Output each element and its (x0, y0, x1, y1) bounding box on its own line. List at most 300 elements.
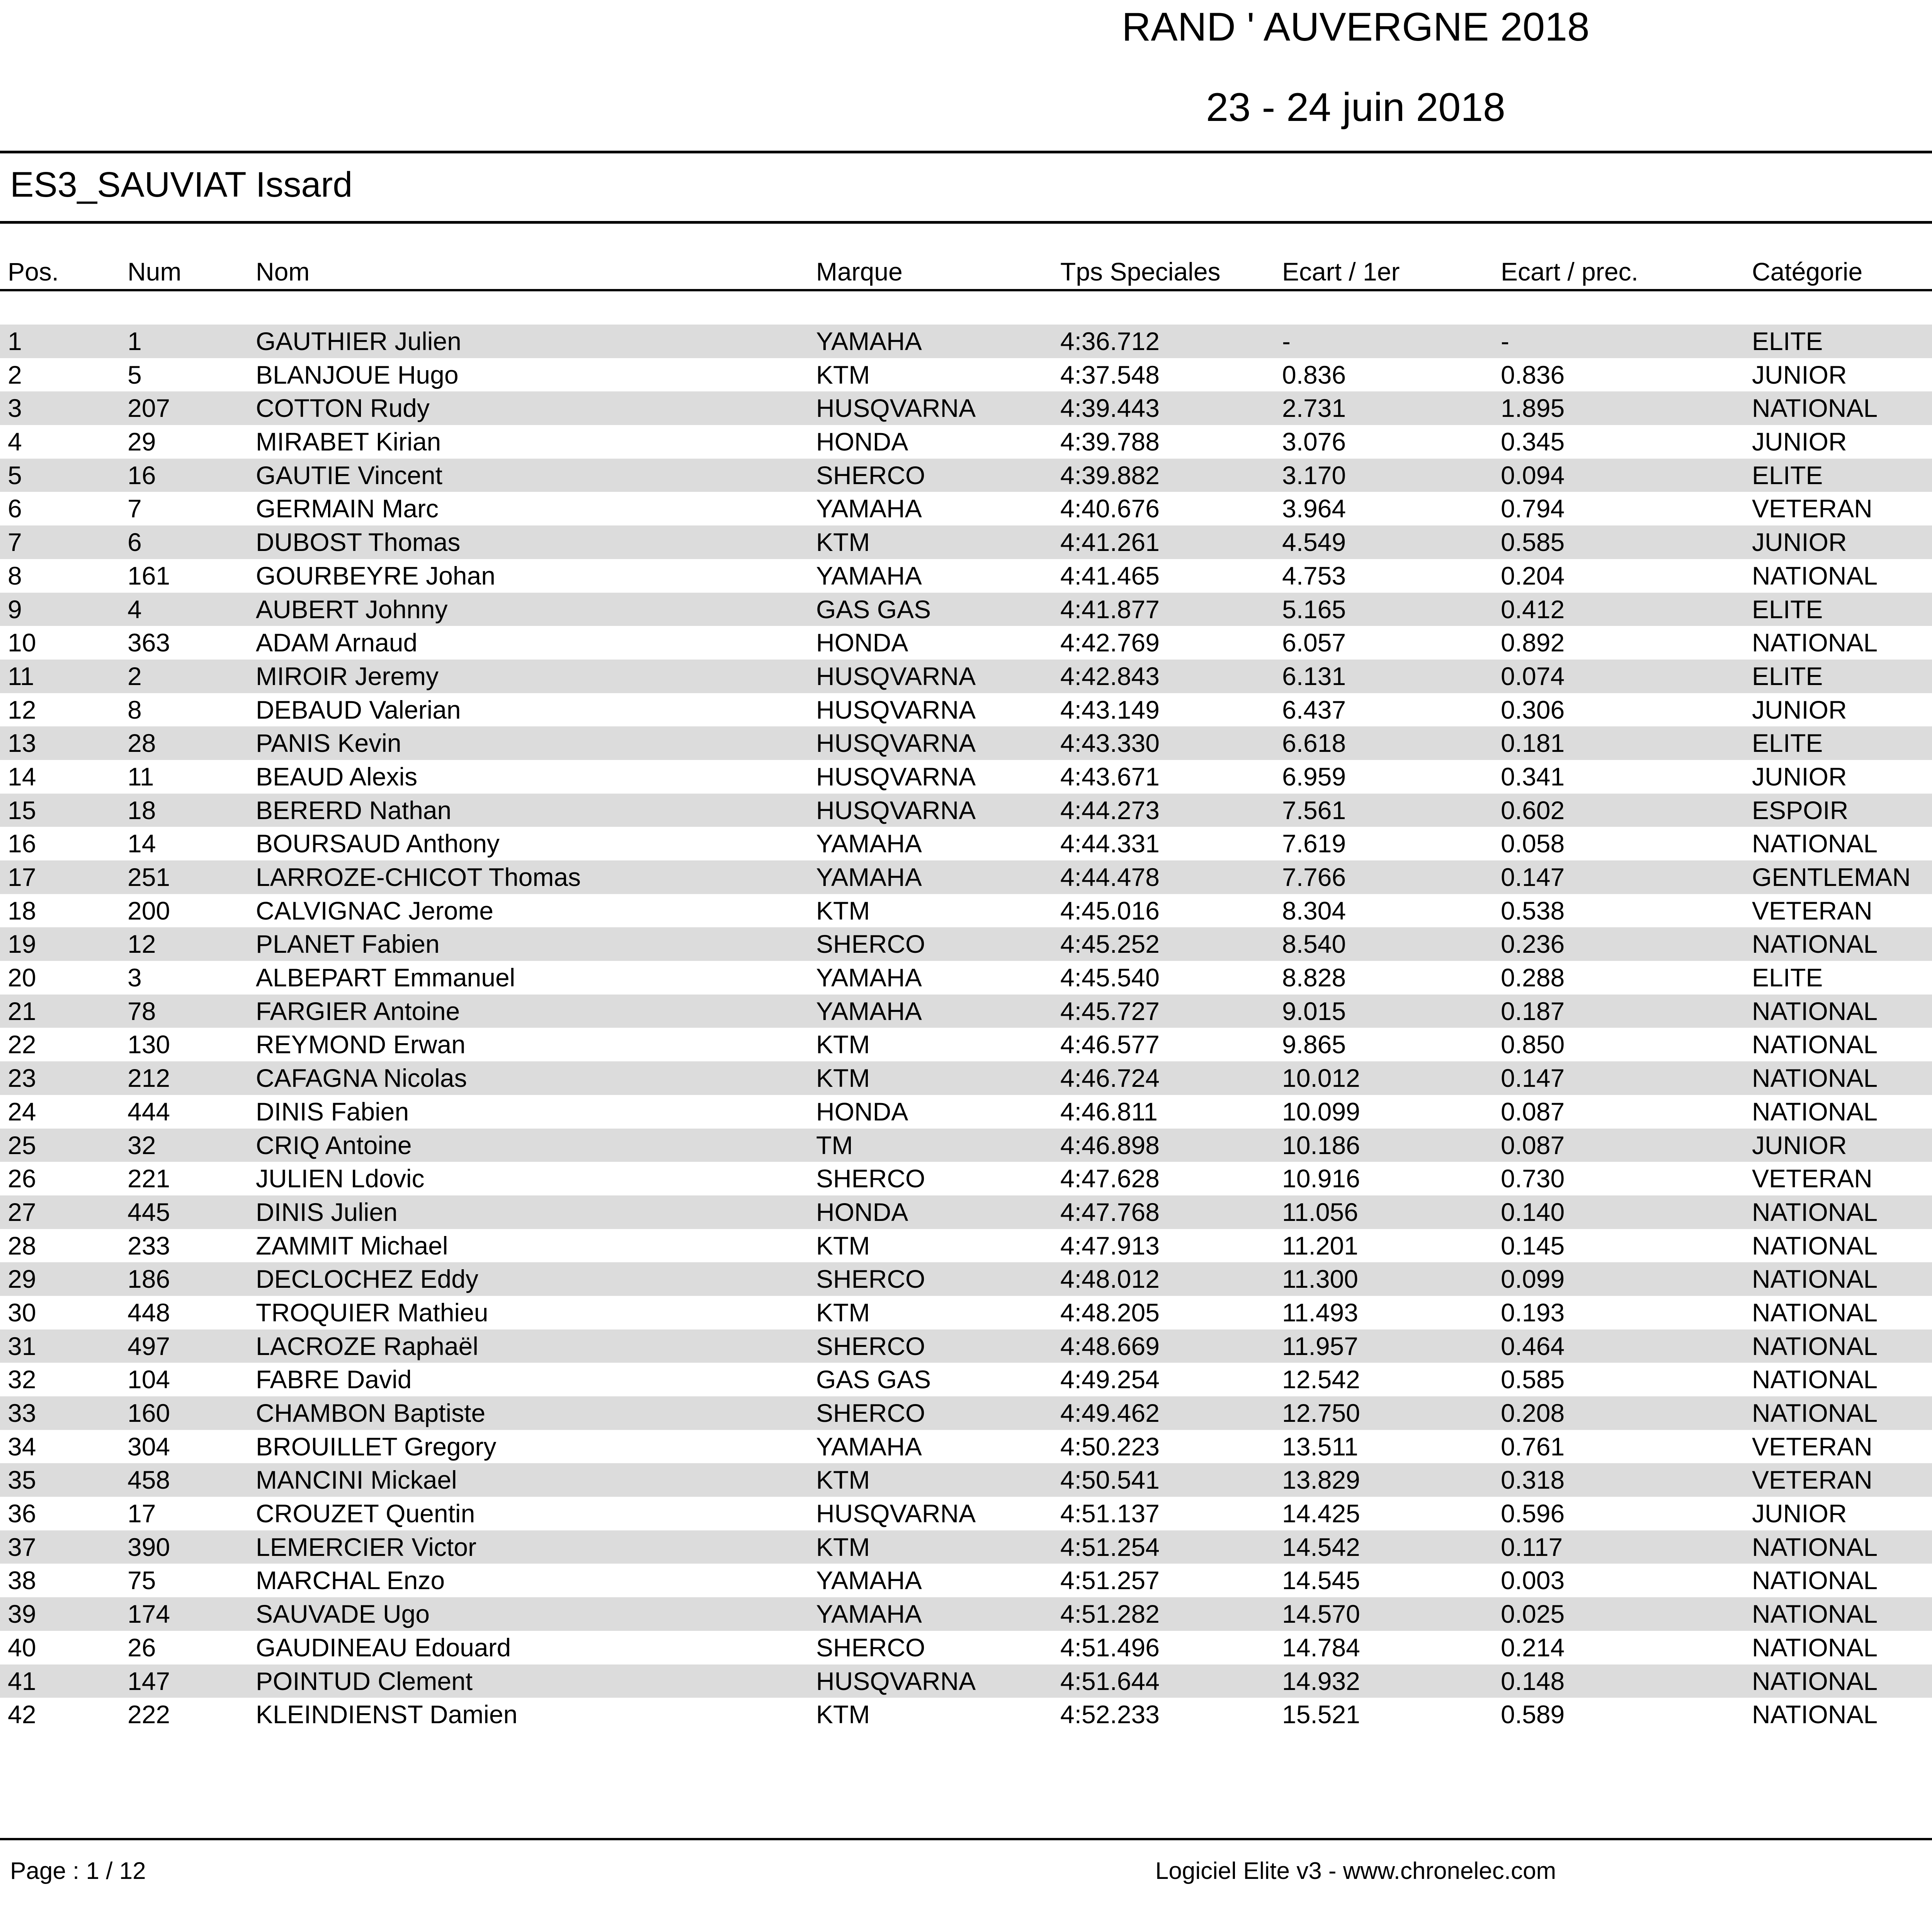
cell-num: 458 (128, 1465, 170, 1494)
table-row (0, 1061, 1932, 1095)
cell-marque: HUSQVARNA (816, 762, 976, 791)
table-row (0, 1195, 1932, 1229)
software-credit: Logiciel Elite v3 - www.chronelec.com (1155, 1858, 1556, 1884)
cell-ecart-prec: - (1501, 327, 1509, 355)
table-row (0, 492, 1932, 525)
divider (0, 289, 1932, 291)
cell-marque: HUSQVARNA (816, 1499, 976, 1528)
cell-marque: YAMAHA (816, 327, 922, 355)
cell-ecart-1er: 11.493 (1282, 1298, 1358, 1327)
cell-categorie: VETERAN (1752, 896, 1872, 925)
cell-nom: MANCINI Mickael (256, 1465, 457, 1494)
cell-tps-speciales: 4:50.541 (1060, 1465, 1160, 1494)
divider (0, 1838, 1932, 1840)
cell-nom: REYMOND Erwan (256, 1030, 466, 1059)
cell-num: 4 (128, 595, 142, 624)
cell-ecart-1er: 3.076 (1282, 427, 1346, 456)
cell-ecart-prec: 0.288 (1501, 963, 1565, 992)
cell-num: 174 (128, 1600, 170, 1629)
cell-marque: GAS GAS (816, 1365, 931, 1394)
cell-ecart-prec: 0.147 (1501, 1064, 1565, 1093)
cell-ecart-1er: 8.304 (1282, 896, 1346, 925)
cell-ecart-1er: 11.957 (1282, 1331, 1358, 1360)
cell-ecart-prec: 0.761 (1501, 1432, 1565, 1461)
cell-categorie: ELITE (1752, 661, 1823, 690)
table-row (0, 1363, 1932, 1396)
cell-nom: CRIQ Antoine (256, 1131, 412, 1159)
table-row (0, 1129, 1932, 1162)
cell-tps-speciales: 4:48.205 (1060, 1298, 1160, 1327)
cell-num: 222 (128, 1700, 170, 1729)
cell-tps-speciales: 4:51.282 (1060, 1600, 1160, 1629)
cell-nom: CALVIGNAC Jerome (256, 896, 493, 925)
cell-nom: PANIS Kevin (256, 729, 401, 758)
cell-ecart-prec: 0.147 (1501, 863, 1565, 891)
cell-num: 32 (128, 1131, 156, 1159)
cell-ecart-1er: 4.549 (1282, 528, 1346, 557)
cell-tps-speciales: 4:48.012 (1060, 1265, 1160, 1294)
cell-marque: KTM (816, 1700, 870, 1729)
cell-ecart-1er: 7.619 (1282, 829, 1346, 858)
cell-ecart-prec: 0.892 (1501, 628, 1565, 657)
cell-marque: HUSQVARNA (816, 661, 976, 690)
cell-nom: ZAMMIT Michael (256, 1231, 448, 1260)
cell-pos: 13 (8, 729, 36, 758)
cell-ecart-prec: 0.204 (1501, 561, 1565, 590)
cell-num: 233 (128, 1231, 170, 1260)
cell-tps-speciales: 4:41.261 (1060, 528, 1160, 557)
cell-pos: 18 (8, 896, 36, 925)
cell-num: 104 (128, 1365, 170, 1394)
cell-pos: 17 (8, 863, 36, 891)
table-row (0, 593, 1932, 626)
cell-ecart-1er: 0.836 (1282, 360, 1346, 389)
cell-tps-speciales: 4:42.843 (1060, 661, 1160, 690)
cell-tps-speciales: 4:39.882 (1060, 461, 1160, 490)
cell-categorie: NATIONAL (1752, 1399, 1878, 1427)
cell-pos: 5 (8, 461, 22, 490)
cell-ecart-prec: 0.094 (1501, 461, 1565, 490)
event-dates: 23 - 24 juin 2018 (1206, 85, 1505, 130)
cell-ecart-prec: 0.596 (1501, 1499, 1565, 1528)
cell-tps-speciales: 4:46.724 (1060, 1064, 1160, 1093)
cell-num: 448 (128, 1298, 170, 1327)
cell-ecart-prec: 0.589 (1501, 1700, 1565, 1729)
cell-categorie: ELITE (1752, 963, 1823, 992)
cell-ecart-prec: 0.003 (1501, 1566, 1565, 1595)
cell-marque: YAMAHA (816, 829, 922, 858)
cell-num: 390 (128, 1532, 170, 1561)
cell-categorie: ELITE (1752, 595, 1823, 624)
cell-tps-speciales: 4:39.788 (1060, 427, 1160, 456)
cell-ecart-prec: 0.464 (1501, 1331, 1565, 1360)
cell-tps-speciales: 4:45.727 (1060, 996, 1160, 1025)
cell-categorie: JUNIOR (1752, 695, 1847, 724)
cell-categorie: NATIONAL (1752, 1365, 1878, 1394)
cell-nom: GOURBEYRE Johan (256, 561, 495, 590)
cell-nom: DUBOST Thomas (256, 528, 461, 557)
cell-nom: COTTON Rudy (256, 394, 430, 423)
cell-pos: 6 (8, 494, 22, 523)
table-row (0, 660, 1932, 693)
cell-ecart-1er: 10.099 (1282, 1097, 1360, 1126)
table-row (0, 894, 1932, 928)
cell-num: 363 (128, 628, 170, 657)
table-row (0, 827, 1932, 860)
cell-ecart-1er: 15.521 (1282, 1700, 1360, 1729)
cell-categorie: NATIONAL (1752, 829, 1878, 858)
cell-categorie: NATIONAL (1752, 1600, 1878, 1629)
table-row (0, 1530, 1932, 1564)
cell-ecart-prec: 0.117 (1501, 1532, 1563, 1561)
cell-pos: 29 (8, 1265, 36, 1294)
cell-marque: KTM (816, 1465, 870, 1494)
cell-ecart-prec: 0.025 (1501, 1600, 1565, 1629)
cell-marque: KTM (816, 1298, 870, 1327)
cell-ecart-prec: 0.193 (1501, 1298, 1565, 1327)
table-row (0, 1028, 1932, 1061)
column-header-num: Num (128, 257, 182, 286)
cell-ecart-prec: 0.585 (1501, 528, 1565, 557)
cell-ecart-prec: 0.794 (1501, 494, 1565, 523)
cell-nom: LARROZE-CHICOT Thomas (256, 863, 581, 891)
cell-marque: YAMAHA (816, 494, 922, 523)
cell-num: 200 (128, 896, 170, 925)
cell-categorie: JUNIOR (1752, 1499, 1847, 1528)
cell-pos: 35 (8, 1465, 36, 1494)
cell-nom: LEMERCIER Victor (256, 1532, 476, 1561)
cell-ecart-prec: 0.730 (1501, 1164, 1565, 1193)
cell-ecart-1er: 8.540 (1282, 930, 1346, 959)
cell-marque: SHERCO (816, 461, 925, 490)
cell-tps-speciales: 4:47.628 (1060, 1164, 1160, 1193)
cell-pos: 4 (8, 427, 22, 456)
cell-pos: 33 (8, 1399, 36, 1427)
cell-ecart-1er: 14.545 (1282, 1566, 1360, 1595)
column-header-ecart-1er: Ecart / 1er (1282, 257, 1400, 286)
cell-categorie: VETERAN (1752, 1432, 1872, 1461)
cell-tps-speciales: 4:39.443 (1060, 394, 1160, 423)
cell-categorie: NATIONAL (1752, 1231, 1878, 1260)
cell-ecart-1er: 11.056 (1282, 1197, 1358, 1226)
cell-categorie: NATIONAL (1752, 1298, 1878, 1327)
cell-pos: 16 (8, 829, 36, 858)
cell-marque: TM (816, 1131, 853, 1159)
cell-nom: DINIS Julien (256, 1197, 398, 1226)
cell-pos: 23 (8, 1064, 36, 1093)
cell-tps-speciales: 4:45.016 (1060, 896, 1160, 925)
cell-tps-speciales: 4:41.877 (1060, 595, 1160, 624)
cell-marque: HONDA (816, 1097, 908, 1126)
cell-marque: HONDA (816, 628, 908, 657)
table-row (0, 626, 1932, 660)
cell-pos: 38 (8, 1566, 36, 1595)
table-row (0, 726, 1932, 760)
cell-marque: YAMAHA (816, 1566, 922, 1595)
stage-name: ES3_SAUVIAT Issard (10, 165, 353, 204)
cell-tps-speciales: 4:44.273 (1060, 796, 1160, 825)
cell-categorie: NATIONAL (1752, 561, 1878, 590)
cell-marque: YAMAHA (816, 1432, 922, 1461)
table-row (0, 1664, 1932, 1698)
table-row (0, 1329, 1932, 1363)
cell-tps-speciales: 4:46.811 (1060, 1097, 1158, 1126)
cell-nom: POINTUD Clement (256, 1666, 473, 1695)
table-row (0, 760, 1932, 794)
cell-ecart-1er: 8.828 (1282, 963, 1346, 992)
cell-tps-speciales: 4:52.233 (1060, 1700, 1160, 1729)
cell-num: 251 (128, 863, 170, 891)
cell-tps-speciales: 4:45.540 (1060, 963, 1160, 992)
cell-num: 212 (128, 1064, 170, 1093)
cell-pos: 2 (8, 360, 22, 389)
cell-ecart-1er: 9.865 (1282, 1030, 1346, 1059)
cell-marque: SHERCO (816, 1331, 925, 1360)
cell-tps-speciales: 4:40.676 (1060, 494, 1160, 523)
cell-pos: 14 (8, 762, 36, 791)
cell-ecart-1er: 14.570 (1282, 1600, 1360, 1629)
cell-num: 26 (128, 1633, 156, 1662)
cell-marque: HUSQVARNA (816, 729, 976, 758)
cell-nom: FABRE David (256, 1365, 412, 1394)
cell-num: 28 (128, 729, 156, 758)
cell-categorie: VETERAN (1752, 494, 1872, 523)
cell-nom: LACROZE Raphaël (256, 1331, 478, 1360)
cell-ecart-1er: 12.750 (1282, 1399, 1360, 1427)
cell-ecart-1er: 9.015 (1282, 996, 1346, 1025)
cell-tps-speciales: 4:47.913 (1060, 1231, 1160, 1260)
cell-pos: 20 (8, 963, 36, 992)
cell-pos: 26 (8, 1164, 36, 1193)
cell-categorie: JUNIOR (1752, 762, 1847, 791)
cell-pos: 31 (8, 1331, 36, 1360)
cell-num: 186 (128, 1265, 170, 1294)
cell-nom: PLANET Fabien (256, 930, 440, 959)
cell-marque: KTM (816, 1532, 870, 1561)
cell-tps-speciales: 4:51.257 (1060, 1566, 1160, 1595)
table-row (0, 794, 1932, 827)
cell-tps-speciales: 4:41.465 (1060, 561, 1160, 590)
cell-pos: 37 (8, 1532, 36, 1561)
cell-tps-speciales: 4:49.254 (1060, 1365, 1160, 1394)
cell-marque: HONDA (816, 427, 908, 456)
column-header-pos: Pos. (8, 257, 59, 286)
cell-categorie: ELITE (1752, 327, 1823, 355)
cell-num: 5 (128, 360, 142, 389)
table-row (0, 1631, 1932, 1664)
cell-tps-speciales: 4:46.577 (1060, 1030, 1160, 1059)
cell-categorie: ELITE (1752, 729, 1823, 758)
cell-ecart-prec: 0.208 (1501, 1399, 1565, 1427)
cell-pos: 8 (8, 561, 22, 590)
cell-categorie: JUNIOR (1752, 427, 1847, 456)
cell-ecart-prec: 0.306 (1501, 695, 1565, 724)
table-row (0, 1497, 1932, 1530)
cell-num: 3 (128, 963, 142, 992)
cell-num: 6 (128, 528, 142, 557)
table-row (0, 525, 1932, 559)
cell-marque: KTM (816, 1231, 870, 1260)
cell-num: 221 (128, 1164, 170, 1193)
cell-tps-speciales: 4:37.548 (1060, 360, 1160, 389)
cell-ecart-1er: 5.165 (1282, 595, 1346, 624)
cell-categorie: NATIONAL (1752, 1097, 1878, 1126)
cell-categorie: NATIONAL (1752, 1700, 1878, 1729)
cell-ecart-prec: 0.087 (1501, 1131, 1565, 1159)
cell-nom: BERERD Nathan (256, 796, 452, 825)
cell-tps-speciales: 4:50.223 (1060, 1432, 1160, 1461)
cell-num: 8 (128, 695, 142, 724)
cell-num: 445 (128, 1197, 170, 1226)
cell-num: 2 (128, 661, 142, 690)
cell-ecart-1er: 10.916 (1282, 1164, 1360, 1193)
cell-tps-speciales: 4:51.644 (1060, 1666, 1160, 1695)
cell-num: 304 (128, 1432, 170, 1461)
table-row (0, 1597, 1932, 1631)
cell-nom: MIRABET Kirian (256, 427, 441, 456)
cell-num: 14 (128, 829, 156, 858)
cell-num: 18 (128, 796, 156, 825)
cell-pos: 21 (8, 996, 36, 1025)
cell-ecart-1er: 14.932 (1282, 1666, 1360, 1695)
table-row (0, 325, 1932, 358)
cell-num: 7 (128, 494, 142, 523)
cell-marque: SHERCO (816, 1633, 925, 1662)
cell-ecart-1er: - (1282, 327, 1291, 355)
cell-num: 130 (128, 1030, 170, 1059)
cell-ecart-1er: 3.170 (1282, 461, 1346, 490)
cell-marque: SHERCO (816, 930, 925, 959)
table-row (0, 927, 1932, 961)
cell-ecart-1er: 14.425 (1282, 1499, 1360, 1528)
cell-pos: 12 (8, 695, 36, 724)
cell-pos: 19 (8, 930, 36, 959)
cell-ecart-1er: 6.131 (1282, 661, 1346, 690)
cell-categorie: NATIONAL (1752, 1197, 1878, 1226)
cell-num: 11 (128, 762, 154, 791)
cell-ecart-prec: 0.318 (1501, 1465, 1565, 1494)
cell-categorie: NATIONAL (1752, 1265, 1878, 1294)
divider (0, 221, 1932, 224)
table-row (0, 1396, 1932, 1430)
cell-nom: DEBAUD Valerian (256, 695, 461, 724)
cell-tps-speciales: 4:48.669 (1060, 1331, 1160, 1360)
cell-num: 444 (128, 1097, 170, 1126)
table-row (0, 1296, 1932, 1329)
cell-num: 160 (128, 1399, 170, 1427)
cell-ecart-1er: 11.201 (1282, 1231, 1358, 1260)
cell-ecart-prec: 0.236 (1501, 930, 1565, 959)
cell-pos: 36 (8, 1499, 36, 1528)
cell-pos: 34 (8, 1432, 36, 1461)
column-header-marque: Marque (816, 257, 903, 286)
cell-ecart-1er: 6.437 (1282, 695, 1346, 724)
results-table-body (0, 325, 1932, 1731)
cell-pos: 9 (8, 595, 22, 624)
column-header-ecart-prec: Ecart / prec. (1501, 257, 1638, 286)
cell-ecart-1er: 14.784 (1282, 1633, 1360, 1662)
cell-pos: 28 (8, 1231, 36, 1260)
cell-nom: BROUILLET Gregory (256, 1432, 497, 1461)
table-row (0, 1162, 1932, 1195)
cell-nom: CHAMBON Baptiste (256, 1399, 486, 1427)
cell-marque: YAMAHA (816, 1600, 922, 1629)
table-row (0, 860, 1932, 894)
table-row (0, 358, 1932, 392)
cell-pos: 39 (8, 1600, 36, 1629)
cell-categorie: NATIONAL (1752, 1331, 1878, 1360)
cell-categorie: NATIONAL (1752, 394, 1878, 423)
cell-ecart-prec: 0.850 (1501, 1030, 1565, 1059)
page-number: Page : 1 / 12 (10, 1858, 146, 1884)
cell-nom: CAFAGNA Nicolas (256, 1064, 467, 1093)
cell-nom: MARCHAL Enzo (256, 1566, 445, 1595)
cell-marque: SHERCO (816, 1399, 925, 1427)
cell-categorie: ESPOIR (1752, 796, 1849, 825)
table-row (0, 1095, 1932, 1129)
cell-marque: YAMAHA (816, 863, 922, 891)
column-header-categorie: Catégorie (1752, 257, 1863, 286)
cell-ecart-1er: 6.959 (1282, 762, 1346, 791)
cell-nom: CROUZET Quentin (256, 1499, 475, 1528)
cell-tps-speciales: 4:46.898 (1060, 1131, 1160, 1159)
cell-tps-speciales: 4:44.478 (1060, 863, 1160, 891)
table-row (0, 559, 1932, 593)
cell-tps-speciales: 4:42.769 (1060, 628, 1160, 657)
cell-nom: MIROIR Jeremy (256, 661, 439, 690)
cell-marque: HONDA (816, 1197, 908, 1226)
cell-ecart-prec: 0.836 (1501, 360, 1565, 389)
cell-ecart-prec: 0.087 (1501, 1097, 1565, 1126)
cell-num: 78 (128, 996, 156, 1025)
table-row (0, 1564, 1932, 1597)
cell-tps-speciales: 4:36.712 (1060, 327, 1160, 355)
cell-categorie: NATIONAL (1752, 1666, 1878, 1695)
cell-categorie: NATIONAL (1752, 1633, 1878, 1662)
cell-marque: HUSQVARNA (816, 1666, 976, 1695)
cell-num: 161 (128, 561, 170, 590)
cell-tps-speciales: 4:51.137 (1060, 1499, 1160, 1528)
cell-ecart-1er: 11.300 (1282, 1265, 1358, 1294)
cell-marque: SHERCO (816, 1164, 925, 1193)
cell-marque: SHERCO (816, 1265, 925, 1294)
column-header-nom: Nom (256, 257, 310, 286)
cell-categorie: VETERAN (1752, 1164, 1872, 1193)
cell-ecart-prec: 0.538 (1501, 896, 1565, 925)
cell-nom: KLEINDIENST Damien (256, 1700, 518, 1729)
cell-tps-speciales: 4:44.331 (1060, 829, 1160, 858)
cell-nom: SAUVADE Ugo (256, 1600, 430, 1629)
cell-ecart-1er: 14.542 (1282, 1532, 1360, 1561)
cell-marque: HUSQVARNA (816, 796, 976, 825)
cell-ecart-prec: 0.074 (1501, 661, 1565, 690)
event-title: RAND ' AUVERGNE 2018 (1122, 5, 1590, 49)
cell-nom: ALBEPART Emmanuel (256, 963, 515, 992)
cell-nom: DINIS Fabien (256, 1097, 409, 1126)
cell-ecart-prec: 0.214 (1501, 1633, 1565, 1662)
cell-num: 12 (128, 930, 156, 959)
cell-num: 207 (128, 394, 170, 423)
cell-ecart-1er: 10.012 (1282, 1064, 1360, 1093)
cell-num: 1 (128, 327, 142, 355)
cell-ecart-prec: 0.585 (1501, 1365, 1565, 1394)
cell-ecart-prec: 0.602 (1501, 796, 1565, 825)
cell-marque: YAMAHA (816, 963, 922, 992)
cell-tps-speciales: 4:47.768 (1060, 1197, 1160, 1226)
cell-nom: GAUTHIER Julien (256, 327, 461, 355)
cell-marque: KTM (816, 1064, 870, 1093)
cell-pos: 42 (8, 1700, 36, 1729)
